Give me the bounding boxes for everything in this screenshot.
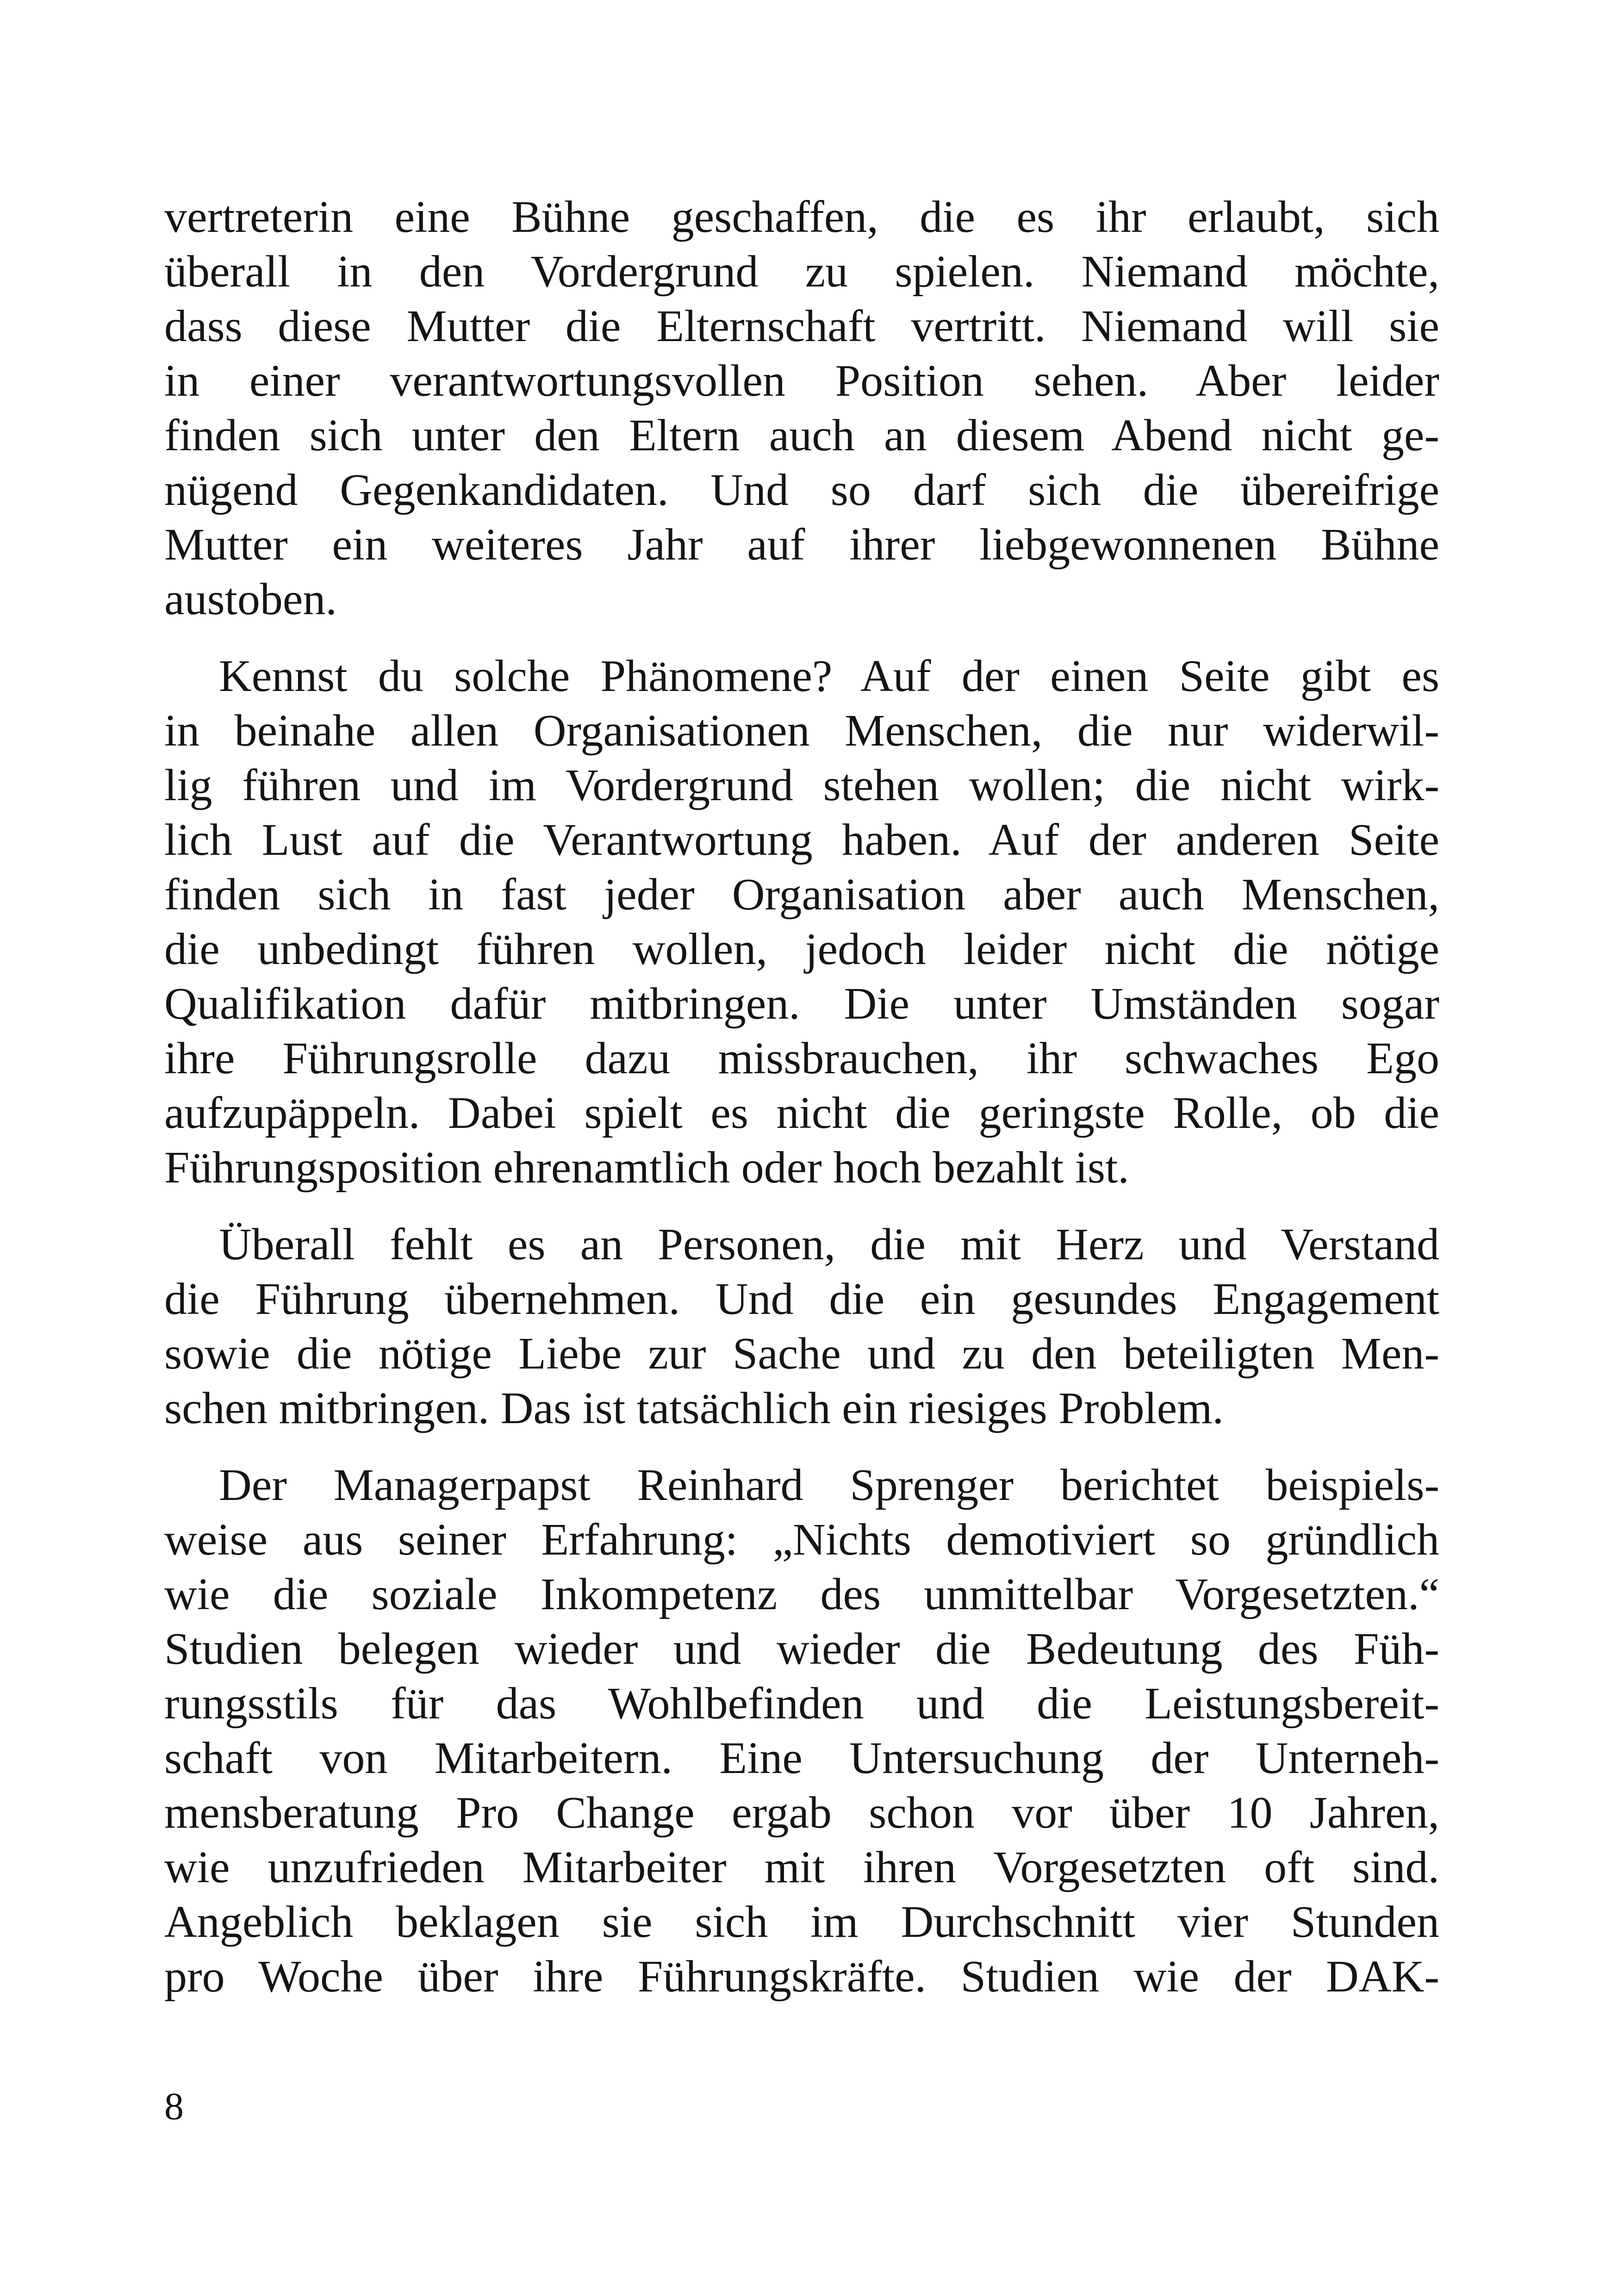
text-line: weise aus seiner Erfahrung: „Nichts demotiviert so gründlich (164, 1515, 1439, 1565)
text-line: dass diese Mutter die Elternschaft vertritt. Niemand will sie (164, 301, 1439, 351)
text-line: die Führung übernehmen. Und die ein gesundes Engagement (164, 1274, 1439, 1324)
text-line: Überall fehlt es an Personen, die mit Herz und Verstand (219, 1220, 1439, 1269)
text-line: finden sich in fast jeder Organisation aber auch Menschen, (164, 870, 1439, 920)
text-line: sowie die nötige Liebe zur Sache und zu den beteiligten Men- (164, 1329, 1439, 1379)
text-line: wie unzufrieden Mitarbeiter mit ihren Vorgesetzten oft sind. (164, 1842, 1439, 1892)
text-line: austoben. (164, 574, 337, 624)
text-line: Führungsposition ehrenamtlich oder hoch bezahlt ist. (164, 1143, 1129, 1193)
text-line: Kennst du solche Phänomene? Auf der einen Seite gibt es (219, 651, 1439, 701)
text-line: Angeblich beklagen sie sich im Durchschnitt vier Stunden (164, 1897, 1439, 1947)
body-text (164, 190, 1439, 2004)
text-line: lig führen und im Vordergrund stehen wollen; die nicht wirk- (164, 760, 1439, 810)
text-line: Mutter ein weiteres Jahr auf ihrer liebgewonnenen Bühne (164, 520, 1439, 570)
text-line: mensberatung Pro Change ergab schon vor über 10 Jahren, (164, 1788, 1439, 1838)
text-line: schen mitbringen. Das ist tatsächlich ein riesiges Problem. (164, 1383, 1224, 1433)
text-line: Studien belegen wieder und wieder die Bedeutung des Füh- (164, 1624, 1439, 1674)
page-number: 8 (164, 2085, 184, 2128)
text-line: lich Lust auf die Verantwortung haben. Auf der anderen Seite (164, 815, 1439, 865)
text-line: rungsstils für das Wohlbefinden und die Leistungsbereit- (164, 1679, 1439, 1729)
text-line: ihre Führungsrolle dazu missbrauchen, ihr schwaches Ego (164, 1033, 1439, 1083)
text-line: schaft von Mitarbeitern. Eine Untersuchung der Unterneh- (164, 1733, 1439, 1783)
paragraph-3 (164, 1217, 1439, 1436)
paragraph-2 (164, 649, 1439, 1195)
text-line: Der Managerpapst Reinhard Sprenger berichtet beispiels- (219, 1460, 1439, 1510)
text-line: finden sich unter den Eltern auch an diesem Abend nicht ge- (164, 411, 1439, 460)
text-line: pro Woche über ihre Führungskräfte. Studien wie der DAK- (164, 1952, 1439, 2002)
text-line: nügend Gegenkandidaten. Und so darf sich die übereifrige (164, 465, 1439, 515)
text-line: vertreterin eine Bühne geschaffen, die es ihr erlaubt, sich (164, 192, 1439, 242)
text-line: Qualifikation dafür mitbringen. Die unter Umständen sogar (164, 979, 1439, 1029)
text-line: wie die soziale Inkompetenz des unmittelbar Vorgesetzten.“ (164, 1569, 1439, 1619)
paragraph-1 (164, 190, 1439, 627)
text-line: in beinahe allen Organisationen Menschen, die nur widerwil- (164, 706, 1439, 756)
paragraph-4 (164, 1458, 1439, 2004)
text-line: in einer verantwortungsvollen Position sehen. Aber leider (164, 356, 1439, 406)
text-line: die unbedingt führen wollen, jedoch leider nicht die nötige (164, 924, 1439, 974)
text-line: aufzupäppeln. Dabei spielt es nicht die geringste Rolle, ob die (164, 1088, 1439, 1138)
text-line: überall in den Vordergrund zu spielen. Niemand möchte, (164, 247, 1439, 297)
